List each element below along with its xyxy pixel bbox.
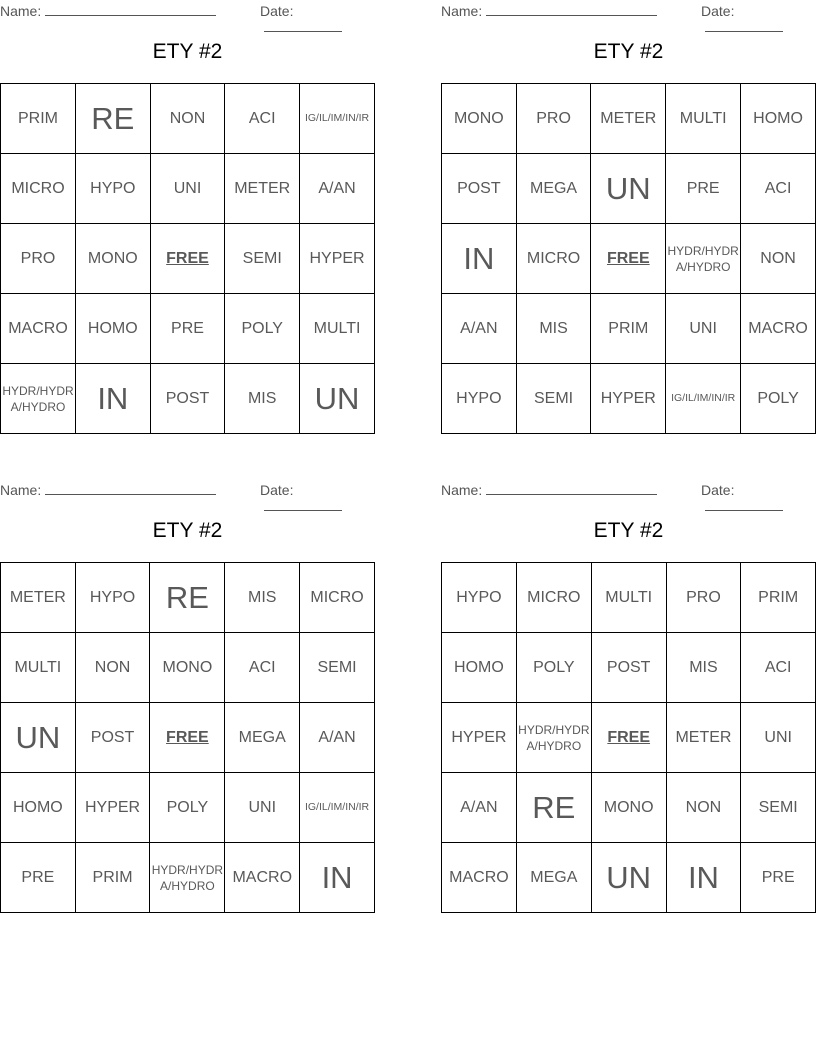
bingo-row [442,773,816,843]
date-field[interactable] [701,3,816,35]
bingo-row [1,633,375,703]
bingo-cell[interactable]: IG/IL/IM/IN/IR [300,773,375,843]
date-label: Date: [701,482,735,498]
bingo-cell[interactable]: MULTI [1,633,76,703]
bingo-cell[interactable]: MICRO [516,224,591,294]
name-date-row [441,0,816,20]
bingo-cell[interactable]: HYPER [300,224,375,294]
bingo-cell[interactable]: PRE [666,154,741,224]
free-space-cell[interactable]: FREE [591,703,666,773]
date-field[interactable] [260,482,375,514]
bingo-row [1,84,375,154]
bingo-cell[interactable]: PRIM [75,843,150,913]
bingo-row [1,224,375,294]
bingo-cell[interactable]: ACI [741,633,816,703]
bingo-cell[interactable]: POLY [150,773,225,843]
bingo-cell[interactable]: UN [591,154,666,224]
bingo-cell[interactable] [1,364,76,434]
bingo-row [1,563,375,633]
cell-text-line: A/HYDRO [526,738,582,753]
free-space-cell[interactable]: FREE [150,703,225,773]
bingo-cell[interactable]: MULTI [300,294,375,364]
bingo-cell[interactable]: HYPO [75,154,150,224]
bingo-cell[interactable]: PRIM [741,563,816,633]
name-blank-line[interactable] [486,3,657,16]
bingo-cell[interactable] [150,843,225,913]
cell-text-line: A/HYDRO [10,399,66,414]
cell-text-line: A/HYDRO [160,878,215,893]
cell-text-line: HYDR/HYDR [2,383,74,398]
bingo-cell[interactable]: MONO [591,773,666,843]
bingo-cell[interactable]: A/AN [442,773,517,843]
bingo-cell[interactable]: METER [591,84,666,154]
bingo-cell[interactable]: A/AN [300,703,375,773]
bingo-cell[interactable]: NON [741,224,816,294]
bingo-cell[interactable]: METER [225,154,300,224]
free-space-cell[interactable]: FREE [150,224,225,294]
cell-text-line: HYDR/HYDR [518,722,590,737]
name-label: Name: [0,482,42,498]
bingo-cell[interactable]: HYPO [442,364,517,434]
bingo-cell[interactable]: IN [442,224,517,294]
bingo-grid [0,83,375,434]
bingo-cell[interactable]: SEMI [741,773,816,843]
bingo-cell[interactable]: POST [75,703,150,773]
date-field[interactable] [701,482,816,514]
date-blank-line[interactable] [264,19,342,32]
bingo-cell[interactable]: PRO [666,563,741,633]
bingo-cell[interactable]: IG/IL/IM/IN/IR [300,84,375,154]
name-label: Name: [441,482,483,498]
bingo-cell[interactable]: POLY [516,633,591,703]
bingo-row [1,294,375,364]
bingo-cell[interactable]: MONO [442,84,517,154]
date-blank-line[interactable] [264,498,342,511]
bingo-cell[interactable]: MEGA [516,154,591,224]
free-space-cell[interactable]: FREE [591,224,666,294]
bingo-cell[interactable]: HOMO [442,633,517,703]
bingo-row [1,773,375,843]
bingo-row [1,154,375,224]
bingo-grid [0,562,375,913]
name-field[interactable] [0,3,216,19]
bingo-cell[interactable]: MICRO [1,154,76,224]
bingo-cell[interactable]: MIS [225,364,300,434]
card-title: ETY #2 [152,40,223,63]
name-date-row [441,479,816,499]
bingo-cell[interactable]: ACI [225,633,300,703]
bingo-cell[interactable]: PRE [741,843,816,913]
bingo-cell[interactable]: MICRO [516,563,591,633]
bingo-cell[interactable]: MIS [225,563,300,633]
bingo-cell[interactable]: RE [150,563,225,633]
bingo-cell[interactable]: MACRO [1,294,76,364]
bingo-cell[interactable]: PRO [516,84,591,154]
bingo-cell[interactable]: MEGA [516,843,591,913]
bingo-cell[interactable]: HYPER [442,703,517,773]
bingo-cell[interactable]: METER [666,703,741,773]
bingo-cell[interactable]: MULTI [591,563,666,633]
date-blank-line[interactable] [705,19,783,32]
bingo-cell[interactable]: A/AN [300,154,375,224]
bingo-row [442,154,816,224]
bingo-cell[interactable]: POLY [225,294,300,364]
bingo-grid [441,83,816,434]
bingo-cell[interactable]: PRIM [1,84,76,154]
name-blank-line[interactable] [45,3,216,16]
bingo-row [442,294,816,364]
name-blank-line[interactable] [45,482,216,495]
card-title: ETY #2 [152,519,223,542]
bingo-cell[interactable]: UN [300,364,375,434]
bingo-cell[interactable]: UNI [666,294,741,364]
bingo-cell[interactable] [666,224,741,294]
bingo-cell[interactable]: MIS [666,633,741,703]
bingo-cell[interactable]: A/AN [442,294,517,364]
name-field[interactable] [441,482,657,498]
date-label: Date: [260,3,294,19]
bingo-cell[interactable]: METER [1,563,76,633]
bingo-cell[interactable]: POST [150,364,225,434]
bingo-cell[interactable]: MICRO [300,563,375,633]
name-field[interactable] [441,3,657,19]
bingo-cell[interactable]: UNI [225,773,300,843]
date-field[interactable] [260,3,375,35]
bingo-cell[interactable]: NON [666,773,741,843]
date-label: Date: [260,482,294,498]
cell-text-line: HYDR/HYDR [151,862,224,877]
bingo-cell[interactable]: POST [442,154,517,224]
bingo-row [442,364,816,434]
bingo-cell[interactable]: PRO [1,224,76,294]
bingo-cell[interactable]: UNI [150,154,225,224]
bingo-cell[interactable]: PRIM [591,294,666,364]
bingo-cell[interactable]: PRE [1,843,76,913]
bingo-cell[interactable] [516,703,591,773]
bingo-row [1,364,375,434]
bingo-cell[interactable]: RE [516,773,591,843]
bingo-cell[interactable]: UN [1,703,76,773]
bingo-row [1,703,375,773]
bingo-cell[interactable]: SEMI [516,364,591,434]
bingo-cell[interactable]: NON [150,84,225,154]
bingo-row [442,224,816,294]
bingo-cell[interactable]: NON [75,633,150,703]
bingo-cell[interactable]: HYPO [75,563,150,633]
bingo-cell[interactable]: ACI [741,154,816,224]
card-title: ETY #2 [593,40,664,63]
name-date-row [0,0,375,20]
name-label: Name: [0,3,42,19]
bingo-cell[interactable]: HYPO [442,563,517,633]
bingo-cell[interactable]: SEMI [300,633,375,703]
bingo-row [442,563,816,633]
card-title: ETY #2 [593,519,664,542]
bingo-cell[interactable]: SEMI [225,224,300,294]
bingo-cell[interactable]: HOMO [741,84,816,154]
bingo-cell[interactable]: PRE [150,294,225,364]
bingo-cell[interactable]: POLY [741,364,816,434]
bingo-row [442,703,816,773]
bingo-cell[interactable]: ACI [225,84,300,154]
cell-text-line: A/HYDRO [675,259,731,274]
bingo-cell[interactable]: MULTI [666,84,741,154]
bingo-row [1,843,375,913]
bingo-cell[interactable]: MACRO [741,294,816,364]
date-blank-line[interactable] [705,498,783,511]
bingo-cell[interactable]: HOMO [75,294,150,364]
bingo-cell[interactable]: MACRO [225,843,300,913]
bingo-cell[interactable]: MEGA [225,703,300,773]
bingo-cell[interactable]: MONO [150,633,225,703]
bingo-cell[interactable]: MACRO [442,843,517,913]
bingo-cell[interactable]: UNI [741,703,816,773]
bingo-cell[interactable]: MIS [516,294,591,364]
bingo-row [442,843,816,913]
bingo-row [442,633,816,703]
cell-text-line: HYDR/HYDR [667,243,739,258]
bingo-row [442,84,816,154]
name-blank-line[interactable] [486,482,657,495]
bingo-cell[interactable]: IN [75,364,150,434]
bingo-grid [441,562,816,913]
bingo-cell[interactable]: POST [591,633,666,703]
bingo-cell[interactable]: HYPER [75,773,150,843]
name-date-row [0,479,375,499]
bingo-cell[interactable]: MONO [75,224,150,294]
name-field[interactable] [0,482,216,498]
name-label: Name: [441,3,483,19]
bingo-cell[interactable]: HOMO [1,773,76,843]
bingo-cell[interactable]: RE [75,84,150,154]
bingo-cell[interactable]: UN [591,843,666,913]
bingo-cell[interactable]: IN [300,843,375,913]
bingo-cell[interactable]: IN [666,843,741,913]
bingo-cell[interactable]: IG/IL/IM/IN/IR [666,364,741,434]
date-label: Date: [701,3,735,19]
bingo-cell[interactable]: HYPER [591,364,666,434]
